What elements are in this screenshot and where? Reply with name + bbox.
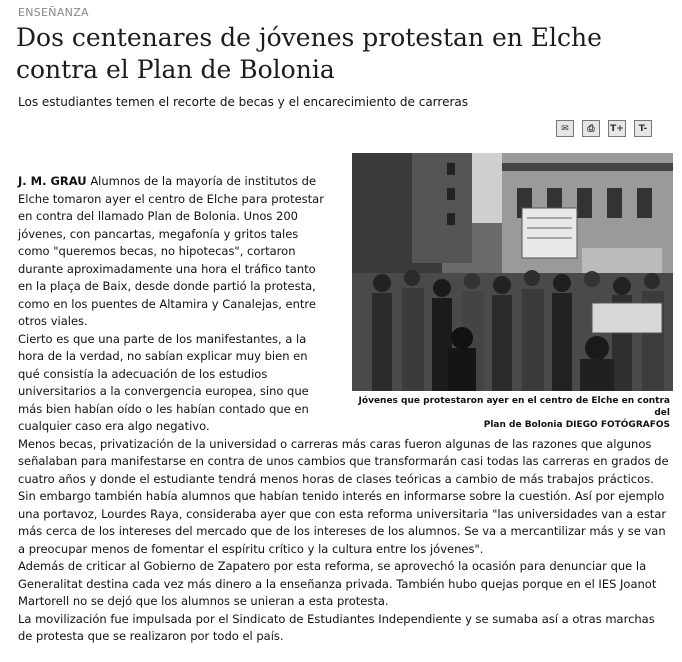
subtitle: Los estudiantes temen el recorte de becas y el encarecimiento de carreras: [18, 95, 468, 109]
font-decrease-button[interactable]: [634, 120, 652, 137]
paragraph: Sin embargo también había alumnos que habían tenido interés en informarse sobre la cuestión. Así por ejemplo una portavoz, Lourdes Raya, consideraba ayer que con esta reforma universitaria "las universidades van a estar más cerca de los intereses del mercado que de los intereses de los alumnos. Se va a mercantilizar más y se van a preocupar menos de fomentar el espíritu crítico y la cultura entre los jóvenes".: [18, 489, 667, 556]
article-tools: [556, 120, 652, 138]
envelope-icon: ✉: [561, 123, 569, 134]
print-icon: ⎙: [587, 123, 595, 134]
paragraph-text: Alumnos de la mayoría de institutos de Elche tomaron ayer el centro de Elche para protestar en contra del llamado Plan de Bolonia. Unos 200 jóvenes, con pancartas, megafonía y gritos tales como "queremos becas, no hipotecas", cortaron durante aproximadamente una hora el tráfico tanto en la plaça de Baix, desde donde partió la protesta, como en los puentes de Altamira y Canalejas, entre otros viales.: [18, 174, 324, 328]
section-label: ENSEÑANZA: [18, 6, 89, 19]
photo-caption-line-1: Jóvenes que protestaron ayer en el centro de Elche en contra del: [358, 396, 670, 418]
font-increase-icon: T+: [610, 123, 624, 134]
paragraph: Menos becas, privatización de la universidad o carreras más caras fueron algunas de las razones que algunos señalaban para manifestarse en contra de unos cambios que transformarán casi todas las carreras en grados de cuatro años y donde el estudiante tendrá menos horas de clases teóricas a cambio de más trabajos prácticos.: [18, 436, 669, 486]
article-body: [18, 173, 670, 646]
paragraph: Además de criticar al Gobierno de Zapatero por esta reforma, se aprovechó la ocasión para denunciar que la Generalitat destina cada vez más dinero a la enseñanza privada. También hubo quejas porque en el IES Joanot Martorell no se dejó que los alumnos se unieran a esta protesta.: [18, 559, 657, 608]
print-button[interactable]: [582, 120, 600, 137]
photo-caption-line-2: Plan de Bolonia DIEGO FOTÓGRAFOS: [483, 420, 670, 430]
font-increase-button[interactable]: [608, 120, 626, 137]
email-button[interactable]: [556, 120, 574, 137]
paragraph: La movilización fue impulsada por el Sindicato de Estudiantes Independiente y se sumaba así a otras marchas de protesta que se realizaron por todo el país.: [18, 611, 655, 643]
author-byline: J. M. GRAU: [18, 174, 87, 188]
font-decrease-icon: T-: [638, 123, 648, 134]
headline: Dos centenares de jóvenes protestan en Elche contra el Plan de Bolonia: [16, 23, 602, 84]
paragraph: Cierto es que una parte de los manifestantes, a la hora de la verdad, no sabían explicar muy bien en qué consistía la adecuación de los estudios universitarios a la convergencia europea, sino que más bien habían oído o les habían contado que en cualquier caso era algo negativo.: [18, 331, 309, 433]
